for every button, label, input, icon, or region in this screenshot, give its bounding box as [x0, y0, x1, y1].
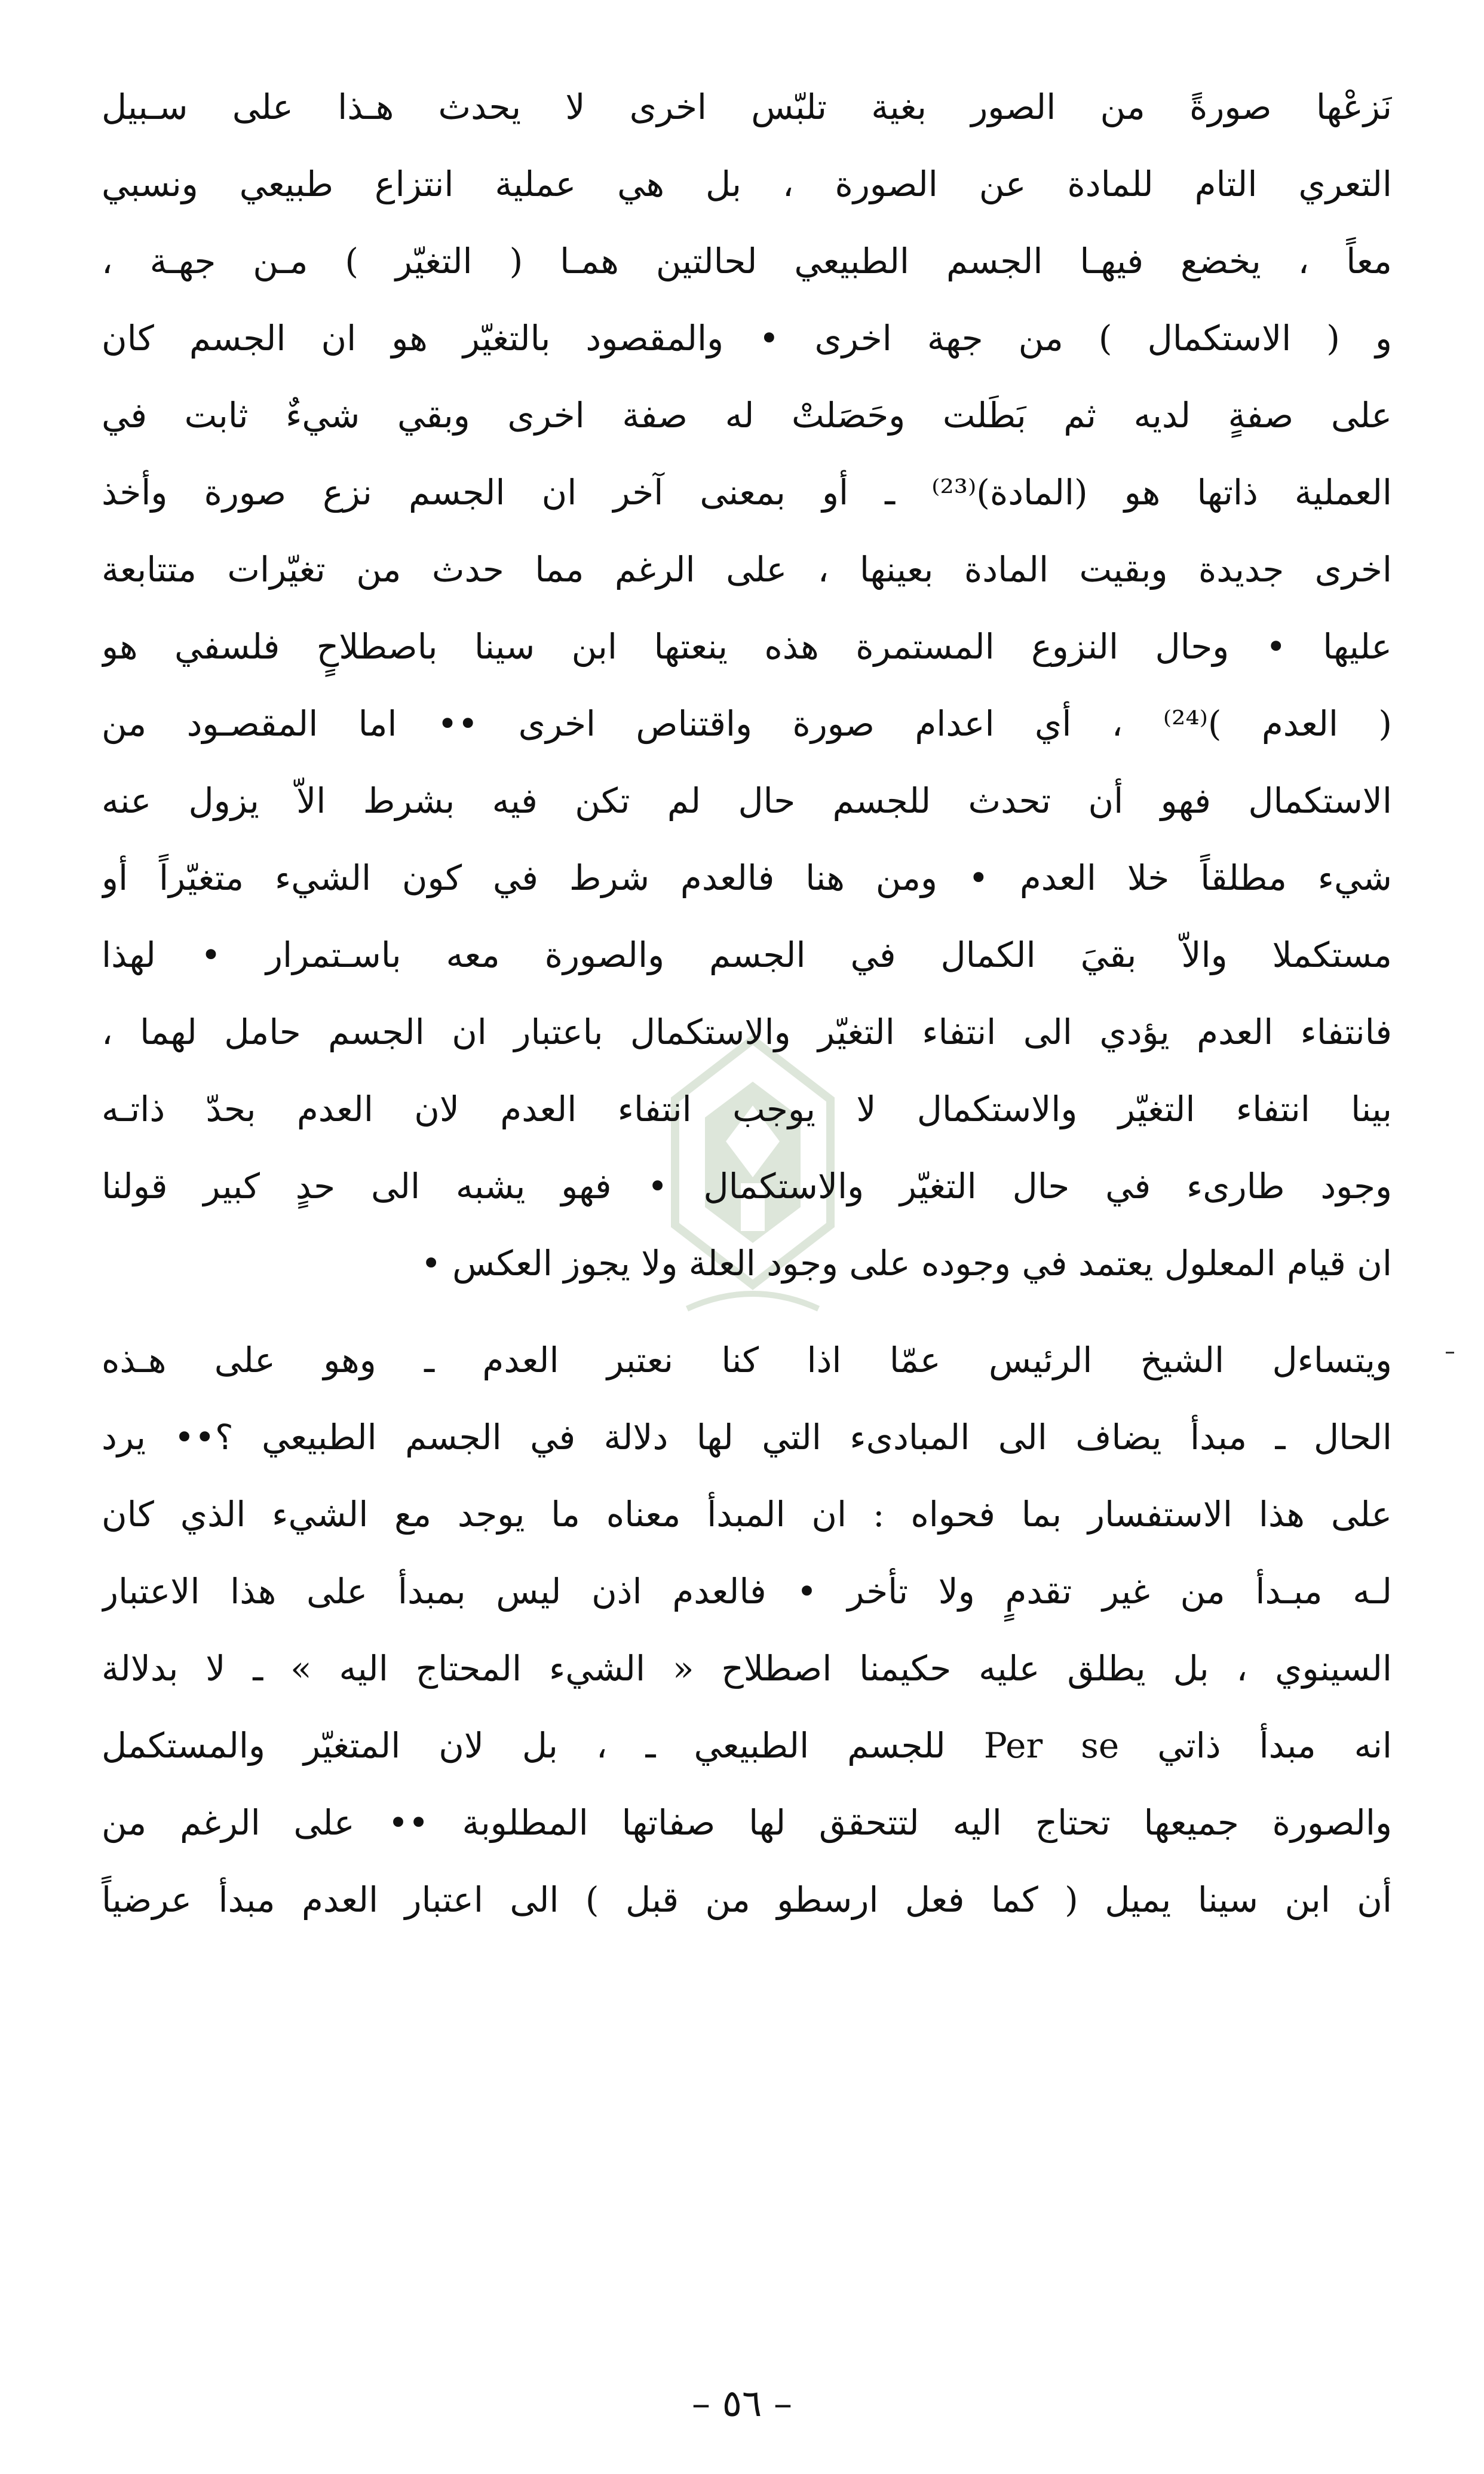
- text-line: ( العدم )⁽²⁴⁾ ، أي اعدام صورة واقتناص اخرى •• اما المقصـود من: [102, 703, 1392, 744]
- paragraph-2: [102, 1322, 1392, 1939]
- page-number: – ٥٦ –: [691, 2381, 793, 2425]
- text-line: والصورة جميعها تحتاج اليه لتتحقق لها صفاتها المطلوبة •• على الرغم من: [102, 1802, 1392, 1843]
- text-line: مستكملا والاّ بقيَ الكمال في الجسم والصورة معه باسـتمرار • لهذا: [102, 935, 1392, 975]
- text-line: الحال ـ مبدأ يضاف الى المبادىء التي لها دلالة في الجسم الطبيعي ؟•• يرد: [102, 1417, 1392, 1458]
- margin-mark: [1446, 1352, 1454, 1354]
- text-line: عليها • وحال النزوع المستمرة هذه ينعتها ابن سينا باصطلاحٍ فلسفي هو: [102, 626, 1392, 667]
- text-line: شيء مطلقاً خلا العدم • ومن هنا فالعدم شرط في كون الشيء متغيّراً أو: [102, 858, 1392, 898]
- text-line: الاستكمال فهو أن تحدث للجسم حال لم تكن فيه بشرط الاّ يزول عنه: [102, 780, 1392, 821]
- text-line: معاً ، يخضع فيهـا الجسم الطبيعي لحالتين همـا ( التغيّر ) مـن جهـة ،: [102, 241, 1392, 281]
- text-line: التعري التام للمادة عن الصورة ، بل هي عملية انتزاع طبيعي ونسبي: [102, 164, 1392, 204]
- text-line: السينوي ، بل يطلق عليه حكيمنا اصطلاح « الشيء المحتاج اليه » ـ لا بدلالة: [102, 1648, 1392, 1689]
- text-line: نَزعْها صورةً من الصور بغية تلبّس اخرى لا يحدث هـذا على سـبيل: [102, 87, 1392, 127]
- text-line: على صفةٍ لديه ثم بَطَلت وحَصَلتْ له صفة اخرى وبقي شيءٌ ثابت في: [102, 395, 1392, 436]
- text-line: اخرى جديدة وبقيت المادة بعينها ، على الرغم مما حدث من تغيّرات متتابعة: [102, 549, 1392, 590]
- text-line: على هذا الاستفسار بما فحواه : ان المبدأ معناه ما يوجد مع الشيء الذي كان: [102, 1494, 1392, 1535]
- text-line: انه مبدأ ذاتي Per se للجسم الطبيعي ـ ، بل لان المتغيّر والمستكمل: [102, 1725, 1392, 1766]
- text-line: فانتفاء العدم يؤدي الى انتفاء التغيّر والاستكمال باعتبار ان الجسم حامل لهما ،: [102, 1012, 1392, 1052]
- text-line: بينا انتفاء التغيّر والاستكمال لا يوجب انتفاء العدم لان العدم بحدّ ذاتـه: [102, 1089, 1392, 1129]
- paragraph-1: [102, 69, 1392, 1302]
- text-line: ويتساءل الشيخ الرئيس عمّا اذا كنا نعتبر العدم ـ وهو على هـذه: [102, 1340, 1392, 1380]
- text-line: العملية ذاتها هو (المادة)⁽²³⁾ ـ أو بمعنى آخر ان الجسم نزع صورة وأخذ: [102, 472, 1392, 513]
- text-line: لـه مبـدأ من غير تقدمٍ ولا تأخر • فالعدم اذن ليس بمبدأ على هذا الاعتبار: [102, 1571, 1392, 1612]
- text-line: ان قيام المعلول يعتمد في وجوده على وجود العلة ولا يجوز العكس •: [421, 1243, 1392, 1284]
- text-line: وجود طارىء في حال التغيّر والاستكمال • فهو يشبه الى حدٍ كبير قولنا: [102, 1166, 1392, 1207]
- text-line: و ( الاستكمال ) من جهة اخرى • والمقصود بالتغيّر هو ان الجسم كان: [102, 318, 1392, 359]
- text-line: أن ابن سينا يميل ( كما فعل ارسطو من قبل ) الى اعتبار العدم مبدأ عرضياً: [102, 1879, 1392, 1920]
